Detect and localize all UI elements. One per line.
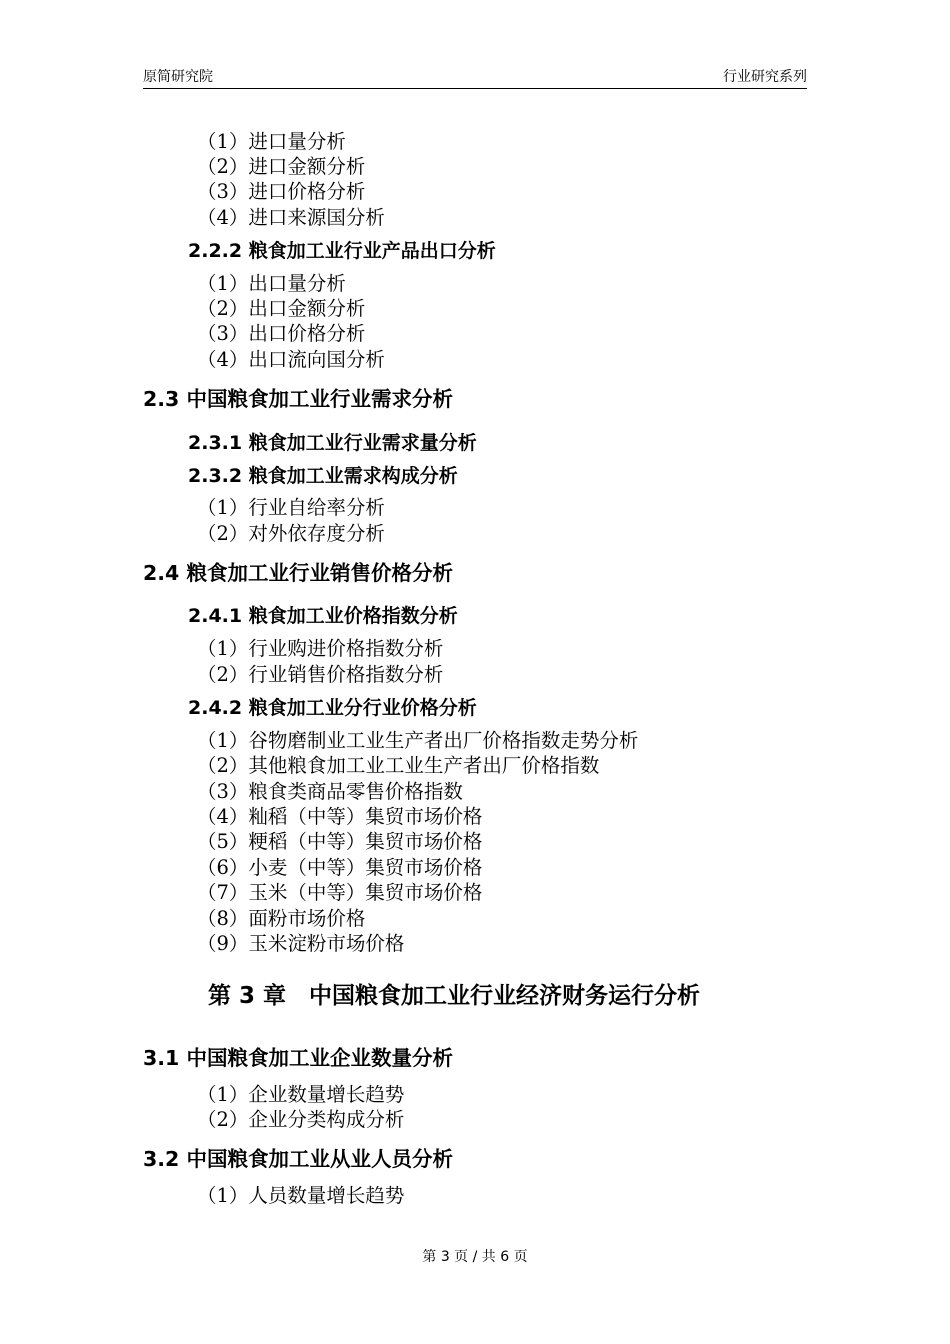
toc-item: （2）进口金额分析 [197,155,366,178]
toc-item: （2）行业销售价格指数分析 [197,663,444,686]
page-footer: 第 3 页 / 共 6 页 [422,1249,528,1265]
toc-subsection-heading: 2.2.2 粮食加工业行业产品出口分析 [188,240,496,262]
toc-item: （1）人员数量增长趋势 [197,1184,405,1207]
toc-item: （7）玉米（中等）集贸市场价格 [197,881,483,904]
toc-item: （8）面粉市场价格 [197,907,366,930]
toc-item: （2）出口金额分析 [197,297,366,320]
toc-section-heading: 3.1 中国粮食加工业企业数量分析 [143,1046,453,1070]
toc-item: （1）出口量分析 [197,272,346,295]
header-series-name: 行业研究系列 [723,69,807,85]
toc-item: （6）小麦（中等）集贸市场价格 [197,856,483,879]
toc-section-heading: 3.2 中国粮食加工业从业人员分析 [143,1147,453,1171]
header-org-name: 原简研究院 [143,69,213,85]
toc-item: （1）行业购进价格指数分析 [197,637,444,660]
toc-section-heading: 2.3 中国粮食加工业行业需求分析 [143,387,453,411]
toc-item: （1）进口量分析 [197,130,346,153]
toc-item: （2）企业分类构成分析 [197,1108,405,1131]
chapter-heading: 第 3 章 中国粮食加工业行业经济财务运行分析 [208,983,701,1009]
page-header [143,66,807,89]
toc-item: （4）籼稻（中等）集贸市场价格 [197,805,483,828]
toc-item: （9）玉米淀粉市场价格 [197,932,405,955]
toc-item: （4）进口来源国分析 [197,206,385,229]
toc-item: （3）出口价格分析 [197,322,366,345]
toc-item: （1）行业自给率分析 [197,496,385,519]
toc-item: （1）谷物磨制业工业生产者出厂价格指数走势分析 [197,729,639,752]
toc-item: （3）粮食类商品零售价格指数 [197,780,463,803]
toc-item: （4）出口流向国分析 [197,348,385,371]
toc-subsection-heading: 2.3.1 粮食加工业行业需求量分析 [188,432,477,454]
toc-subsection-heading: 2.4.1 粮食加工业价格指数分析 [188,605,458,627]
toc-subsection-heading: 2.4.2 粮食加工业分行业价格分析 [188,697,477,719]
toc-section-heading: 2.4 粮食加工业行业销售价格分析 [143,561,453,585]
toc-item: （2）对外依存度分析 [197,522,385,545]
toc-subsection-heading: 2.3.2 粮食加工业需求构成分析 [188,465,458,487]
toc-item: （3）进口价格分析 [197,180,366,203]
toc-item: （2）其他粮食加工业工业生产者出厂价格指数 [197,754,600,777]
toc-item: （1）企业数量增长趋势 [197,1083,405,1106]
toc-item: （5）粳稻（中等）集贸市场价格 [197,830,483,853]
